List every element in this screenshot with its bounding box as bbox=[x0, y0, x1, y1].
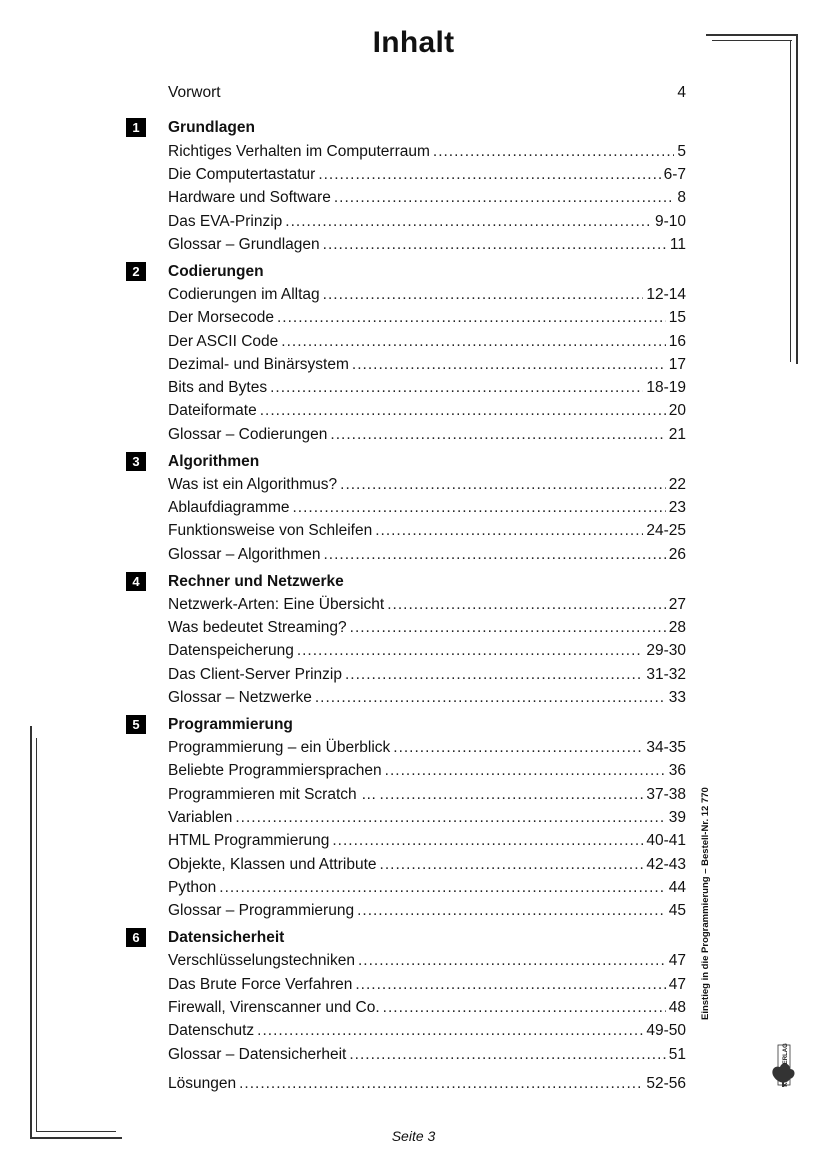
section-number-badge: 6 bbox=[126, 928, 146, 947]
toc-entry bbox=[168, 164, 686, 186]
toc-entry-label: Was ist ein Algorithmus? bbox=[168, 475, 338, 493]
toc-entry-label: Die Computertastatur bbox=[168, 165, 316, 183]
toc-dot-leader bbox=[277, 307, 666, 329]
toc-entry bbox=[168, 141, 686, 163]
toc-entry bbox=[168, 1020, 686, 1042]
toc-entry-label: Lösungen bbox=[168, 1075, 237, 1093]
toc-entry bbox=[168, 950, 686, 972]
toc-entry-page: 15 bbox=[668, 309, 686, 327]
toc-entry-label: Glossar – Codierungen bbox=[168, 425, 328, 443]
toc-entry-page: 8 bbox=[677, 189, 686, 207]
toc-dot-leader bbox=[345, 664, 643, 686]
toc-dot-leader bbox=[285, 211, 652, 233]
toc-entry-page: 4 bbox=[677, 84, 686, 101]
toc-entry-page: 21 bbox=[668, 425, 686, 443]
toc-dot-leader bbox=[297, 640, 644, 662]
toc-entry-label: Das Client-Server Prinzip bbox=[168, 665, 342, 683]
toc-entry bbox=[168, 331, 686, 353]
toc-entry-page: 9-10 bbox=[654, 212, 686, 230]
section-number-badge: 4 bbox=[126, 572, 146, 591]
toc-dot-leader bbox=[281, 331, 665, 353]
section-title: Codierungen bbox=[168, 262, 264, 280]
frame-right-vertical-line-inner bbox=[790, 40, 791, 362]
toc-entry-page: 42-43 bbox=[646, 855, 686, 873]
toc-dot-leader bbox=[357, 900, 666, 922]
toc-entry-page: 39 bbox=[668, 809, 686, 826]
toc-entry bbox=[168, 497, 686, 519]
toc-entry-page: 20 bbox=[668, 402, 686, 420]
toc-dot-leader bbox=[387, 594, 666, 616]
toc-entry bbox=[168, 737, 686, 759]
toc-entry-page: 29-30 bbox=[646, 642, 686, 660]
toc-entry-label: Ablaufdiagramme bbox=[168, 499, 290, 517]
toc-entry-label: Vorwort bbox=[168, 84, 221, 101]
toc-dot-leader bbox=[379, 784, 643, 806]
toc-dot-leader bbox=[239, 1073, 643, 1095]
toc-dot-leader bbox=[383, 997, 666, 1019]
toc-entry-label: Firewall, Virenscanner und Co. bbox=[168, 998, 380, 1016]
toc-entry-label: Python bbox=[168, 878, 217, 896]
toc-entry bbox=[168, 640, 686, 662]
section-title: Grundlagen bbox=[168, 119, 255, 137]
toc-entry-page: 49-50 bbox=[646, 1022, 686, 1040]
toc-entry bbox=[168, 474, 686, 496]
toc-dot-leader bbox=[219, 877, 665, 899]
toc-entry-label: Bits and Bytes bbox=[168, 379, 268, 397]
toc-entry-page: 18-19 bbox=[646, 379, 686, 397]
page-number: Seite 3 bbox=[391, 1128, 436, 1144]
toc-entry-label: Glossar – Algorithmen bbox=[168, 545, 321, 563]
toc-entry bbox=[168, 354, 686, 376]
toc-entry-page: 47 bbox=[668, 952, 686, 970]
toc-entry-label: Hardware und Software bbox=[168, 189, 331, 207]
toc-dot-leader bbox=[270, 377, 643, 399]
toc-entry-page: 47 bbox=[668, 975, 686, 993]
toc-entry-label: Datenspeicherung bbox=[168, 642, 294, 660]
toc-dot-leader bbox=[334, 187, 675, 209]
section-title: Programmierung bbox=[168, 715, 293, 733]
toc-entry-page: 37-38 bbox=[646, 785, 686, 803]
toc-dot-leader bbox=[393, 737, 643, 759]
toc-entry-label: Glossar – Grundlagen bbox=[168, 235, 320, 253]
toc-entry bbox=[168, 400, 686, 422]
section-number-badge: 1 bbox=[126, 118, 146, 137]
toc-entry bbox=[168, 830, 686, 852]
toc-entry-label: Codierungen im Alltag bbox=[168, 285, 320, 303]
toc-entry-label: Richtiges Verhalten im Computerraum bbox=[168, 142, 430, 160]
toc-entry-page: 51 bbox=[668, 1045, 686, 1063]
toc-entry bbox=[168, 807, 686, 829]
side-publisher-text: Einstieg in die Programmierung – Bestell-Nr. 12 770 bbox=[700, 787, 711, 1020]
toc-entry-page: 12-14 bbox=[646, 285, 686, 303]
section-number-badge: 5 bbox=[126, 715, 146, 734]
toc-entry bbox=[168, 307, 686, 329]
toc-entry-label: Variablen bbox=[168, 809, 233, 826]
toc-entry-label: Objekte, Klassen und Attribute bbox=[168, 855, 377, 873]
toc-entry bbox=[168, 760, 686, 782]
section-title: Datensicherheit bbox=[168, 929, 285, 946]
toc-entry bbox=[168, 1073, 686, 1095]
toc-entry-page: 26 bbox=[668, 545, 686, 563]
toc-entry bbox=[168, 900, 686, 922]
toc-entry-page: 36 bbox=[668, 762, 686, 780]
toc-entry-label: Glossar – Programmierung bbox=[168, 902, 355, 920]
toc-entry-page: 27 bbox=[668, 595, 686, 613]
toc-entry bbox=[168, 784, 686, 806]
toc-entry-label: Das Brute Force Verfahren bbox=[168, 975, 353, 993]
toc-entry-page: 22 bbox=[668, 475, 686, 493]
toc-entry-page: 17 bbox=[668, 355, 686, 373]
toc-entry bbox=[168, 187, 686, 209]
frame-left-vertical-line-inner bbox=[36, 738, 37, 1132]
section-title: Algorithmen bbox=[168, 452, 260, 470]
section-title: Rechner und Netzwerke bbox=[168, 572, 344, 590]
toc-dot-leader bbox=[352, 354, 666, 376]
section-number-badge: 3 bbox=[126, 452, 146, 471]
toc-dot-leader bbox=[324, 544, 666, 566]
toc-dot-leader bbox=[358, 950, 666, 972]
toc-entry-label: Programmierung – ein Überblick bbox=[168, 739, 391, 757]
toc-entry-page: 31-32 bbox=[646, 665, 686, 683]
toc-entry-page: 48 bbox=[668, 998, 686, 1016]
toc-entry-label: Netzwerk-Arten: Eine Übersicht bbox=[168, 595, 385, 613]
toc-entry bbox=[168, 234, 686, 256]
frame-left-vertical-line bbox=[30, 726, 32, 1138]
section-number-badge: 2 bbox=[126, 262, 146, 281]
toc-entry-page: 52-56 bbox=[646, 1075, 686, 1093]
toc-dot-leader bbox=[375, 520, 643, 542]
toc-entry-label: Glossar – Datensicherheit bbox=[168, 1045, 347, 1063]
frame-top-right-line-inner bbox=[712, 40, 792, 41]
toc-entry-label: Beliebte Programmiersprachen bbox=[168, 762, 382, 780]
toc-dot-leader bbox=[380, 854, 644, 876]
toc-dot-leader bbox=[323, 234, 667, 256]
publisher-logo bbox=[768, 1015, 800, 1095]
toc-entry-page: 16 bbox=[668, 332, 686, 350]
toc-dot-leader bbox=[292, 497, 665, 519]
toc-entry-label: Glossar – Netzwerke bbox=[168, 689, 312, 706]
toc-entry bbox=[168, 82, 686, 104]
toc-entry-label: Dezimal- und Binärsystem bbox=[168, 355, 349, 373]
toc-entry bbox=[168, 544, 686, 566]
toc-entry bbox=[168, 594, 686, 616]
toc-entry-label: Dateiformate bbox=[168, 402, 257, 420]
toc-entry-page: 23 bbox=[668, 499, 686, 517]
toc-entry-page: 33 bbox=[668, 689, 686, 706]
toc-entry bbox=[168, 377, 686, 399]
toc-dot-leader bbox=[260, 400, 666, 422]
toc-entry bbox=[168, 211, 686, 233]
toc-dot-leader bbox=[330, 424, 665, 446]
toc-entry-page: 34-35 bbox=[646, 739, 686, 757]
toc-dot-leader bbox=[349, 1044, 665, 1066]
toc-entry-label: Verschlüsselungstechniken bbox=[168, 952, 355, 970]
toc-entry-label: Was bedeutet Streaming? bbox=[168, 619, 347, 637]
toc-dot-leader bbox=[433, 141, 674, 163]
toc-dot-leader bbox=[340, 474, 666, 496]
toc-entry bbox=[168, 520, 686, 542]
toc-entry-page: 40-41 bbox=[646, 832, 686, 850]
toc-entry-label: Programmieren mit Scratch … bbox=[168, 785, 377, 803]
toc-entry bbox=[168, 877, 686, 899]
toc-entry bbox=[168, 854, 686, 876]
toc-entry-page: 24-25 bbox=[646, 522, 686, 540]
toc-dot-leader bbox=[257, 1020, 643, 1042]
toc-entry-page: 6-7 bbox=[663, 165, 686, 183]
toc-entry-page: 45 bbox=[668, 902, 686, 920]
toc-entry-label: Datenschutz bbox=[168, 1022, 255, 1040]
toc-entry-label: Das EVA-Prinzip bbox=[168, 212, 283, 230]
frame-top-right-line bbox=[706, 34, 798, 36]
toc-entry bbox=[168, 424, 686, 446]
page-title: Inhalt bbox=[372, 26, 455, 59]
toc-entry bbox=[168, 974, 686, 996]
toc-entry-label: Funktionsweise von Schleifen bbox=[168, 522, 373, 540]
toc-entry bbox=[168, 617, 686, 639]
toc-dot-leader bbox=[350, 617, 666, 639]
toc-entry bbox=[168, 284, 686, 306]
toc-dot-leader bbox=[355, 974, 665, 996]
frame-right-vertical-line bbox=[796, 34, 798, 364]
toc-entry-label: Der ASCII Code bbox=[168, 332, 279, 350]
toc-entry-page: 44 bbox=[668, 878, 686, 896]
toc-entry bbox=[168, 997, 686, 1019]
toc-dot-leader bbox=[332, 830, 643, 852]
toc-dot-leader bbox=[315, 687, 666, 709]
toc-dot-leader bbox=[318, 164, 660, 186]
toc-entry-page: 5 bbox=[677, 142, 686, 160]
toc-entry-page: 28 bbox=[668, 619, 686, 637]
toc-entry-label: HTML Programmierung bbox=[168, 832, 330, 850]
toc-entry-page: 11 bbox=[669, 235, 686, 253]
toc-entry bbox=[168, 687, 686, 709]
toc-entry bbox=[168, 664, 686, 686]
toc-dot-leader bbox=[235, 807, 665, 829]
toc-entry-label: Der Morsecode bbox=[168, 309, 274, 327]
toc-dot-leader bbox=[385, 760, 666, 782]
toc-entry bbox=[168, 1044, 686, 1066]
toc-dot-leader bbox=[323, 284, 644, 306]
